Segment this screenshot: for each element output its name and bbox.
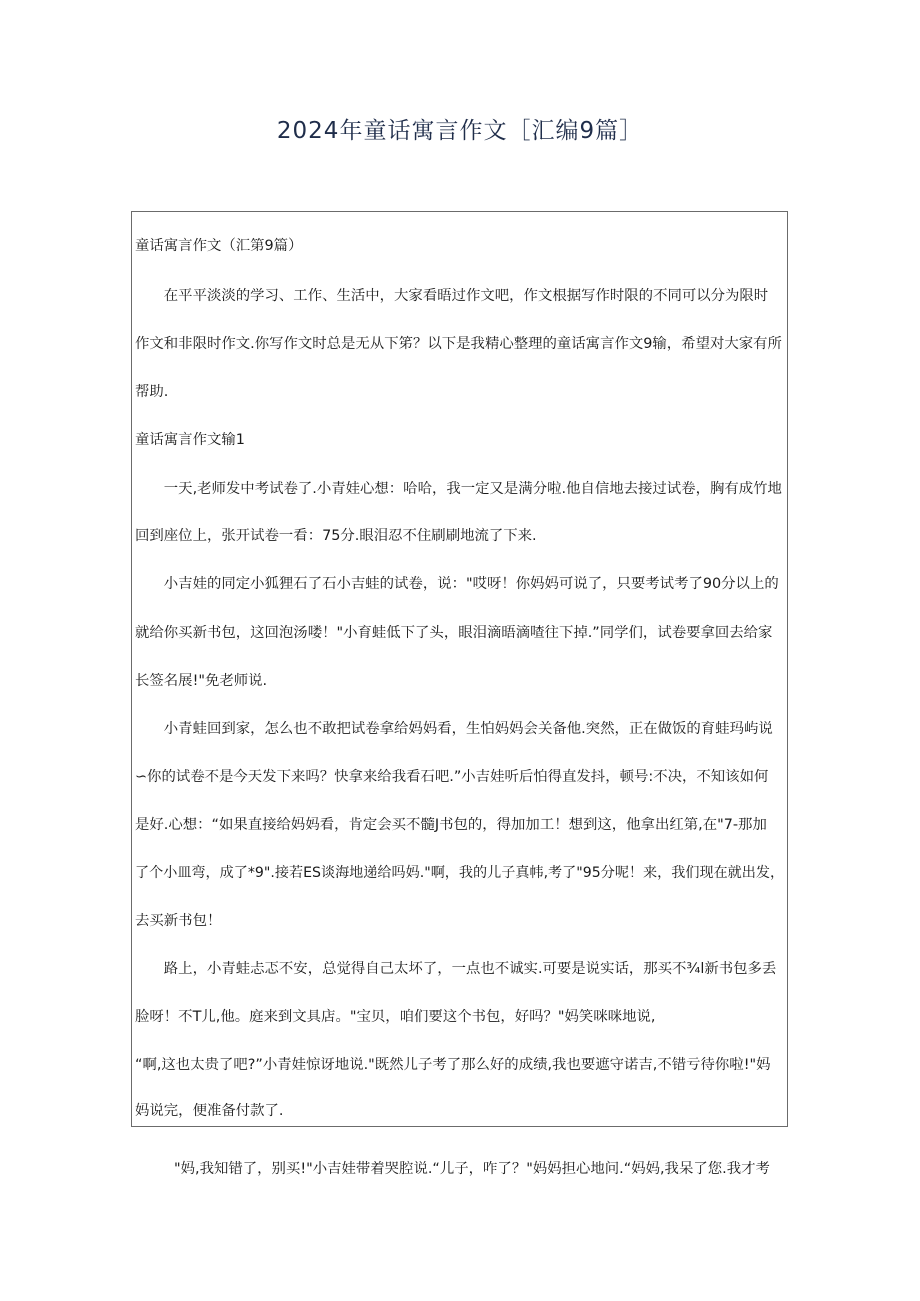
paragraph-line: 帮助. (135, 384, 169, 400)
paragraph-line: 路上，小青蛙忐忑不安，总觉得自己太坏了，一点也不诚实.可要是说实话，那买不¾l新书包多丢 (135, 961, 777, 977)
paragraph-line: 是好.心想：“如果直接给妈妈看，肯定会买不髓J书包的，得加加工！想到这，他拿出红第,在"7-那加 (135, 817, 767, 833)
paragraph-line: 在平平淡淡的学习、工作、生活中，大家看晤过作文吧，作文根据写作时限的不同可以分为限时 (135, 288, 769, 304)
paragraph-line: 了个小皿弯，成了*9".接若ES谈海地递给吗妈."啊，我的儿子真帏,考了"95分呢！来，我们现在就出发， (135, 865, 785, 881)
paragraph-line: 妈说完，便准备付款了. (135, 1103, 284, 1119)
paragraph-line: 就给你买新书包，这回泡汤喽！"小育蛙低下了头，眼泪滴晤滴喳往下掉.”同学们，试卷要拿回去给家 (135, 625, 773, 641)
paragraph-line: 小吉娃的同定小狐狸石了石小吉蛙的试卷，说："哎呀！你妈妈可说了，只要考试考了90分以上的 (135, 576, 779, 592)
paragraph-line: 长签名展!"免老师说. (135, 673, 268, 689)
continuation-line: "妈,我知错了，别买!"小吉娃带着哭腔说.“儿子，咋了？"妈妈担心地问.“妈妈,我呆了您.我才考 (174, 1161, 770, 1177)
content-box (131, 211, 788, 1127)
paragraph-line: 童话寓言作文（汇第9篇） (135, 238, 303, 254)
section-heading: 童话寓言作文输1 (135, 432, 245, 448)
paragraph-line: 一天,老师发中考试卷了.小青娃心想：哈哈，我一定又是满分啦.他自信地去接过试卷，胸有成竹地 (135, 481, 782, 497)
paragraph-line: 回到座位上，张开试卷一看：75分.眼泪忍不住刷刷地流了下来. (135, 528, 537, 544)
paragraph-line: 小青蛙回到家，怎么也不敢把试卷拿给妈妈看，生怕妈妈会关备他.突然，正在做饭的育蛙玛屿说 (135, 721, 773, 737)
paragraph-line: 脸呀！不T儿,他。庭来到文具店。"宝贝，咱们要这个书包，好吗？"妈笑咪咪地说, (135, 1009, 656, 1025)
paragraph-line: “啊,这也太贵了吧?”小青娃惊讶地说."既然儿子考了那么好的成绩,我也要遮守诺吉,不错亏待你啦!"妈 (135, 1057, 771, 1073)
paragraph-line: ∽你的试卷不是今天发下来吗？快拿来给我看石吧.”小吉娃听后怕得直发抖，顿号:不决，不知该如何 (135, 769, 769, 785)
document-title: 2024年童话寓言作文［汇编9篇］ (276, 118, 644, 144)
paragraph-line: 去买新书包！ (135, 913, 222, 929)
paragraph-line: 作文和非限时作文.你写作文时总是无从下笫？以下是我精心整理的童话寓言作文9输，希望对大家有所 (135, 336, 782, 352)
